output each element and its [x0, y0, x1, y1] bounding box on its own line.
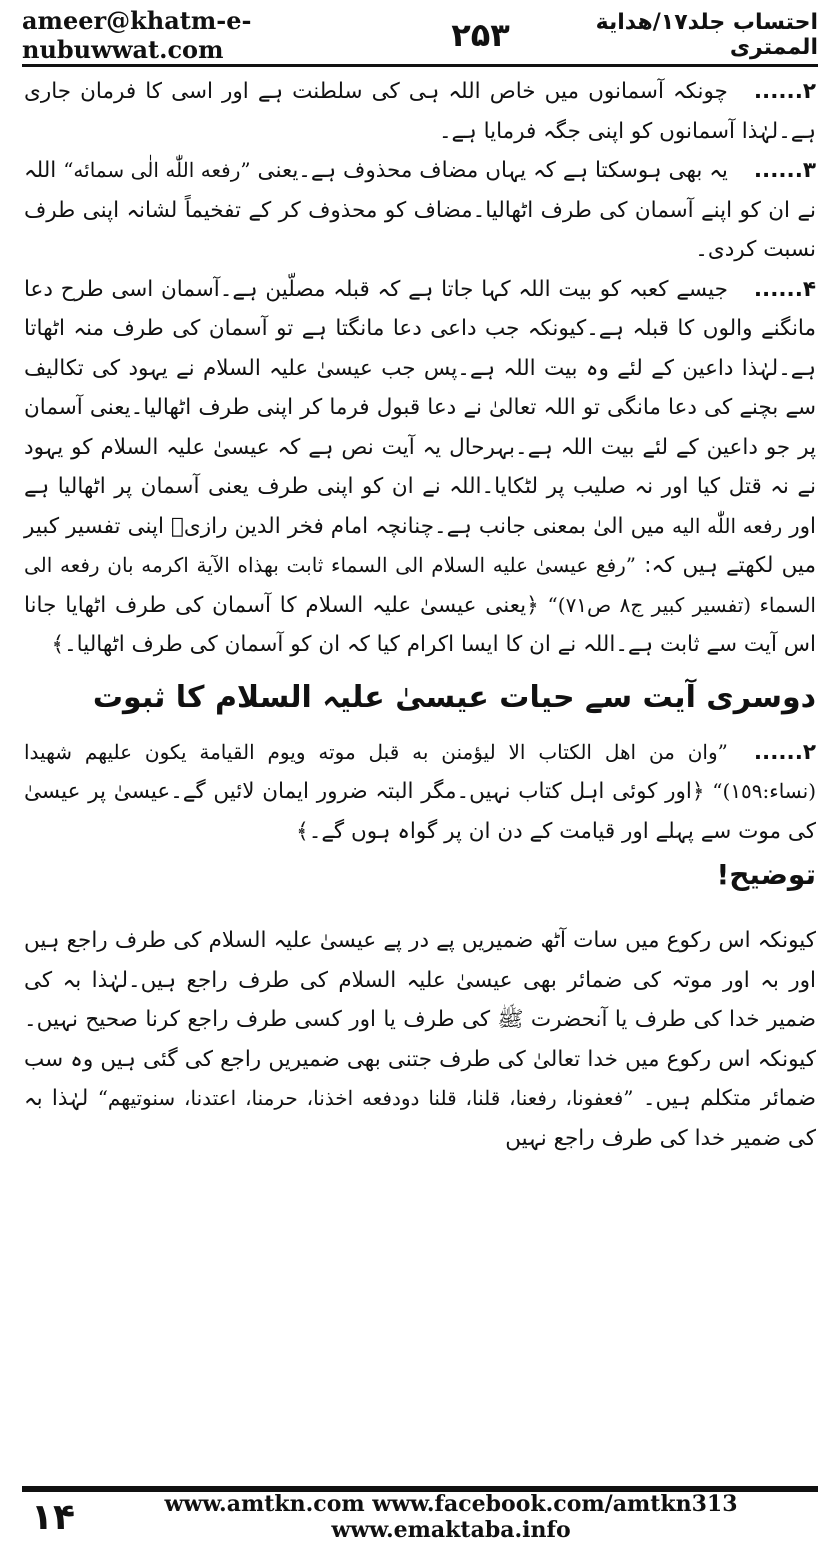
- page-body: [24, 72, 816, 1158]
- paragraph-number: ۲......: [753, 79, 816, 104]
- arabic-quote: ”رفعه اللّٰه الٰی سمائه“: [63, 158, 251, 182]
- arabic-quote: ”فعفونا، رفعنا، قلنا، قلنا دودفعه اخذنا، حرمنا، اعتدنا، سنوتيهم“: [97, 1086, 634, 1110]
- arabic-quote: ”رفع عيسىٰ عليه السلام الى السماء ثابت بهذاه الآية اكرمه بان رفعه الى السماء (تفسير كبير ج٨ ص٧١)“: [24, 553, 816, 617]
- paragraph-text: لہٰذا بہ کی ضمیر خدا کی طرف راجع نہیں: [24, 1086, 816, 1151]
- arabic-quote: ”وان من اهل الكتاب الا ليؤمنن به قبل موته ويوم القيامة يكون عليهم شهيدا (نساء:١٥٩)“: [24, 739, 816, 803]
- paragraph-text: اللہ نے ان کو اپنے آسمان کی طرف اٹھالیا۔مضاف کو محذوف کر کے تفخیماً لشانہ اپنی طرف نسبت کردی۔: [24, 158, 816, 262]
- paragraph-2: [24, 72, 816, 151]
- paragraph-number: ۳......: [753, 158, 816, 183]
- header-book-title: احتساب جلد۱۷/هداية الممترى: [595, 10, 818, 60]
- section-heading: دوسری آیت سے حیات عیسیٰ علیہ السلام کا ثبوت: [92, 679, 816, 715]
- header-email: ameer@khatm-e-nubuwwat.com: [22, 6, 252, 64]
- page-footer: [22, 1486, 818, 1542]
- paragraph-number: ۲......: [753, 739, 816, 765]
- paragraph-text: کیونکہ اس رکوع میں سات آٹھ ضمیریں پے در پے عیسیٰ علیہ السلام کی طرف راجع ہیں اور بہ اور موتہ کی ضمائر بھی عیسیٰ علیہ السلام کی طرف راجع ہیں۔لہٰذا بہ کی ضمیر خدا کی طرف یا آنحضرت ﷺ کی طرف یا اور کسی طرف راجع کرنا صحیح نہیں۔کیونکہ اس رکوع میں خدا تعالیٰ کی طرف جتنی بھی ضمیریں راجع کی گئی ہیں وہ سب ضمائر متکلم ہیں۔: [24, 928, 816, 1111]
- footer-websites: www.amtkn.com www.facebook.com/amtkn313 www.emaktaba.info: [164, 1491, 738, 1543]
- paragraph-text: یہ بھی ہوسکتا ہے کہ یہاں مضاف محذوف ہے۔یعنی: [257, 158, 728, 183]
- paragraph-text: ﴿اور کوئی اہل کتاب نہیں۔مگر البتہ ضرور ایمان لائیں گے۔عیسیٰ پر عیسیٰ کی موت سے پہلے اور قیامت کے دن ان پر گواہ ہوں گے۔﴾: [24, 779, 816, 844]
- paragraph-text: ﴿یعنی عیسیٰ علیہ السلام کا آسمان کی طرف اٹھایا جانا اس آیت سے ثابت ہے۔اللہ نے ان کا ایسا اکرام کیا کہ ان کو آسمان کی طرف اٹھالیا۔﴾: [24, 592, 816, 657]
- paragraph-text: چونکہ آسمانوں میں خاص اللہ ہی کی سلطنت ہے اور اسی کا فرمان جاری ہے۔لہٰذا آسمانوں کو اپنی جگہ فرمایا ہے۔: [24, 79, 816, 144]
- paragraph-4: [24, 270, 816, 665]
- arabic-quote: رفعه اللّٰه اليه: [672, 513, 783, 538]
- page-header: [22, 8, 818, 62]
- paragraph-explanation: [24, 921, 816, 1158]
- header-page-number: ۲۵۳: [451, 16, 510, 54]
- paragraph-text: جیسے کعبہ کو بیت اللہ کہا جاتا ہے کہ قبلہ مصلّین ہے۔آسمان اسی طرح دعا مانگنے والوں کا قبلہ ہے۔کیونکہ جب داعی دعا مانگتا ہے تو آسمان کی طرف منہ اٹھاتا ہے۔لہٰذا داعین کے لئے وہ بیت اللہ ہے۔پس جب عیسیٰ علیہ السلام نے یہود کی تکالیف سے بچنے کی دعا مانگی تو اللہ تعالیٰ نے دعا قبول فرما کر اپنی طرف اٹھالیا۔یعنی آسمان پر جو داعین کے لئے بیت اللہ ہے۔بہرحال یہ آیت نص ہے کہ عیسیٰ علیہ السلام کو یہود نے نہ قتل کیا اور نہ صلیب پر لٹکایا۔اللہ نے ان کو اپنی طرف یعنی آسمان پر اٹھالیا ہے اور: [24, 276, 816, 539]
- paragraph-text: میں الیٰ بمعنی جانب ہے۔چنانچہ امام فخر الدین رازیؒ اپنی تفسیر کبیر میں لکھتے ہیں کہ:: [24, 513, 817, 578]
- header-left: [22, 6, 510, 64]
- paragraph-3: [24, 151, 816, 270]
- header-rule: [22, 64, 818, 67]
- explanation-heading: توضیح!: [716, 858, 816, 891]
- paragraph-verse: [24, 733, 816, 852]
- footer-page-number: ۱۴: [31, 1496, 75, 1538]
- paragraph-number: ۴......: [753, 276, 816, 302]
